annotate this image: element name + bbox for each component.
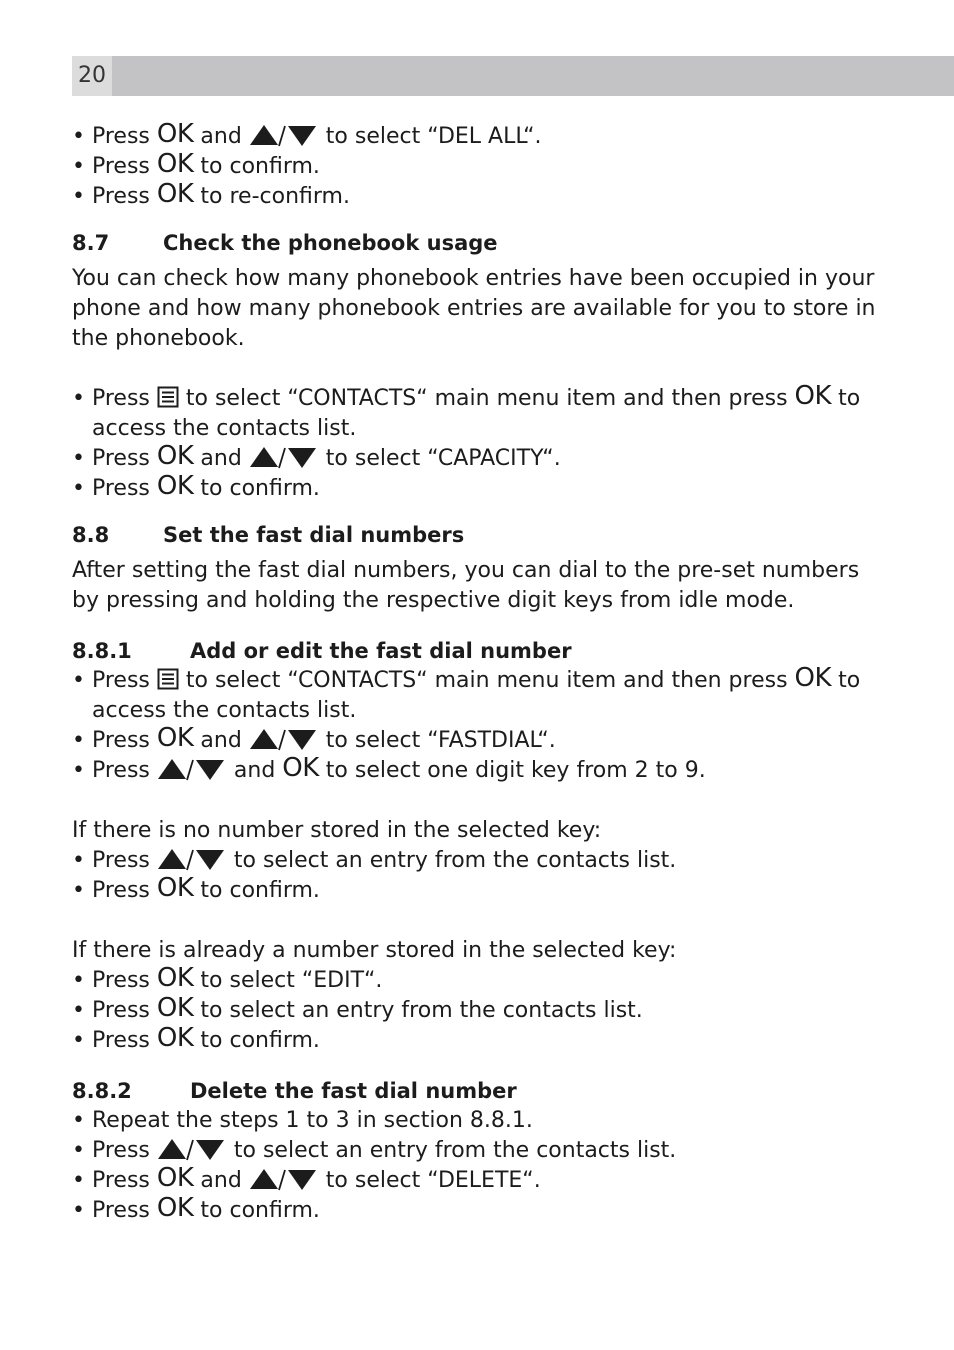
up-down-arrows-icon <box>157 847 227 871</box>
list-item: • Press OK to confirm. <box>72 1193 320 1223</box>
page-header-bar <box>72 56 954 96</box>
ok-key-icon: OK <box>794 663 832 693</box>
ok-key-icon: OK <box>282 753 319 783</box>
menu-icon <box>157 668 179 690</box>
section-heading-8-8-2: 8.8.2 Delete the fast dial number <box>72 1079 517 1103</box>
list-item: • Press to select an entry from the contacts list. <box>72 848 677 873</box>
ok-key-icon: OK <box>794 381 832 411</box>
ok-key-icon: OK <box>156 149 194 179</box>
section-heading-8-8: 8.8 Set the fast dial numbers <box>72 523 465 547</box>
up-down-arrows-icon <box>249 445 319 469</box>
up-down-arrows-icon <box>157 1137 227 1161</box>
ok-key-icon: OK <box>156 1193 194 1223</box>
list-item: • Press to select an entry from the contacts list. <box>72 1138 677 1163</box>
ok-key-icon: OK <box>156 471 194 501</box>
condition-text: If there is no number stored in the selected key: <box>72 818 602 843</box>
list-item: • Press OK and to select “CAPACITY“. <box>72 441 561 471</box>
list-item: • Press OK and to select “DEL ALL“. <box>72 119 542 149</box>
menu-icon <box>157 386 179 408</box>
list-item: • Repeat the steps 1 to 3 in section 8.8.1. <box>72 1108 533 1133</box>
condition-text: If there is already a number stored in the selected key: <box>72 938 677 963</box>
list-item: • Press to select “CONTACTS“ main menu item and then press OK to access the contacts list. <box>72 381 861 441</box>
ok-key-icon: OK <box>156 993 194 1023</box>
list-item: • Press OK and to select “FASTDIAL“. <box>72 723 556 753</box>
page-number: 20 <box>72 56 112 96</box>
ok-key-icon: OK <box>156 1023 194 1053</box>
section-body: After setting the fast dial numbers, you can dial to the pre-set numbers by pressing and holding the respective digit keys from idle mode. <box>72 558 860 613</box>
list-item: • Press OK to re-confirm. <box>72 179 350 209</box>
list-item: • Press OK to confirm. <box>72 1023 320 1053</box>
ok-key-icon: OK <box>156 179 194 209</box>
list-item: • Press to select “CONTACTS“ main menu item and then press OK to access the contacts list. <box>72 663 861 723</box>
ok-key-icon: OK <box>156 723 194 753</box>
list-item: • Press OK to confirm. <box>72 471 320 501</box>
up-down-arrows-icon <box>249 1167 319 1191</box>
list-item: • Press OK and to select “DELETE“. <box>72 1163 541 1193</box>
ok-key-icon: OK <box>156 873 194 903</box>
ok-key-icon: OK <box>156 119 194 149</box>
section-body: You can check how many phonebook entries have been occupied in your phone and how many phonebook entries are available for you to store in the phonebook. <box>72 266 876 351</box>
ok-key-icon: OK <box>156 441 194 471</box>
ok-key-icon: OK <box>156 1163 194 1193</box>
up-down-arrows-icon <box>249 123 319 147</box>
list-item: • Press and OK to select one digit key from 2 to 9. <box>72 753 706 783</box>
list-item: • Press OK to confirm. <box>72 873 320 903</box>
list-item: • Press OK to select an entry from the contacts list. <box>72 993 643 1023</box>
list-item: • Press OK to confirm. <box>72 149 320 179</box>
manual-content <box>72 119 884 1226</box>
section-heading-8-8-1: 8.8.1 Add or edit the fast dial number <box>72 639 572 663</box>
up-down-arrows-icon <box>249 727 319 751</box>
ok-key-icon: OK <box>156 963 194 993</box>
list-item: • Press OK to select “EDIT“. <box>72 963 383 993</box>
section-heading-8-7: 8.7 Check the phonebook usage <box>72 231 498 255</box>
up-down-arrows-icon <box>157 757 227 781</box>
